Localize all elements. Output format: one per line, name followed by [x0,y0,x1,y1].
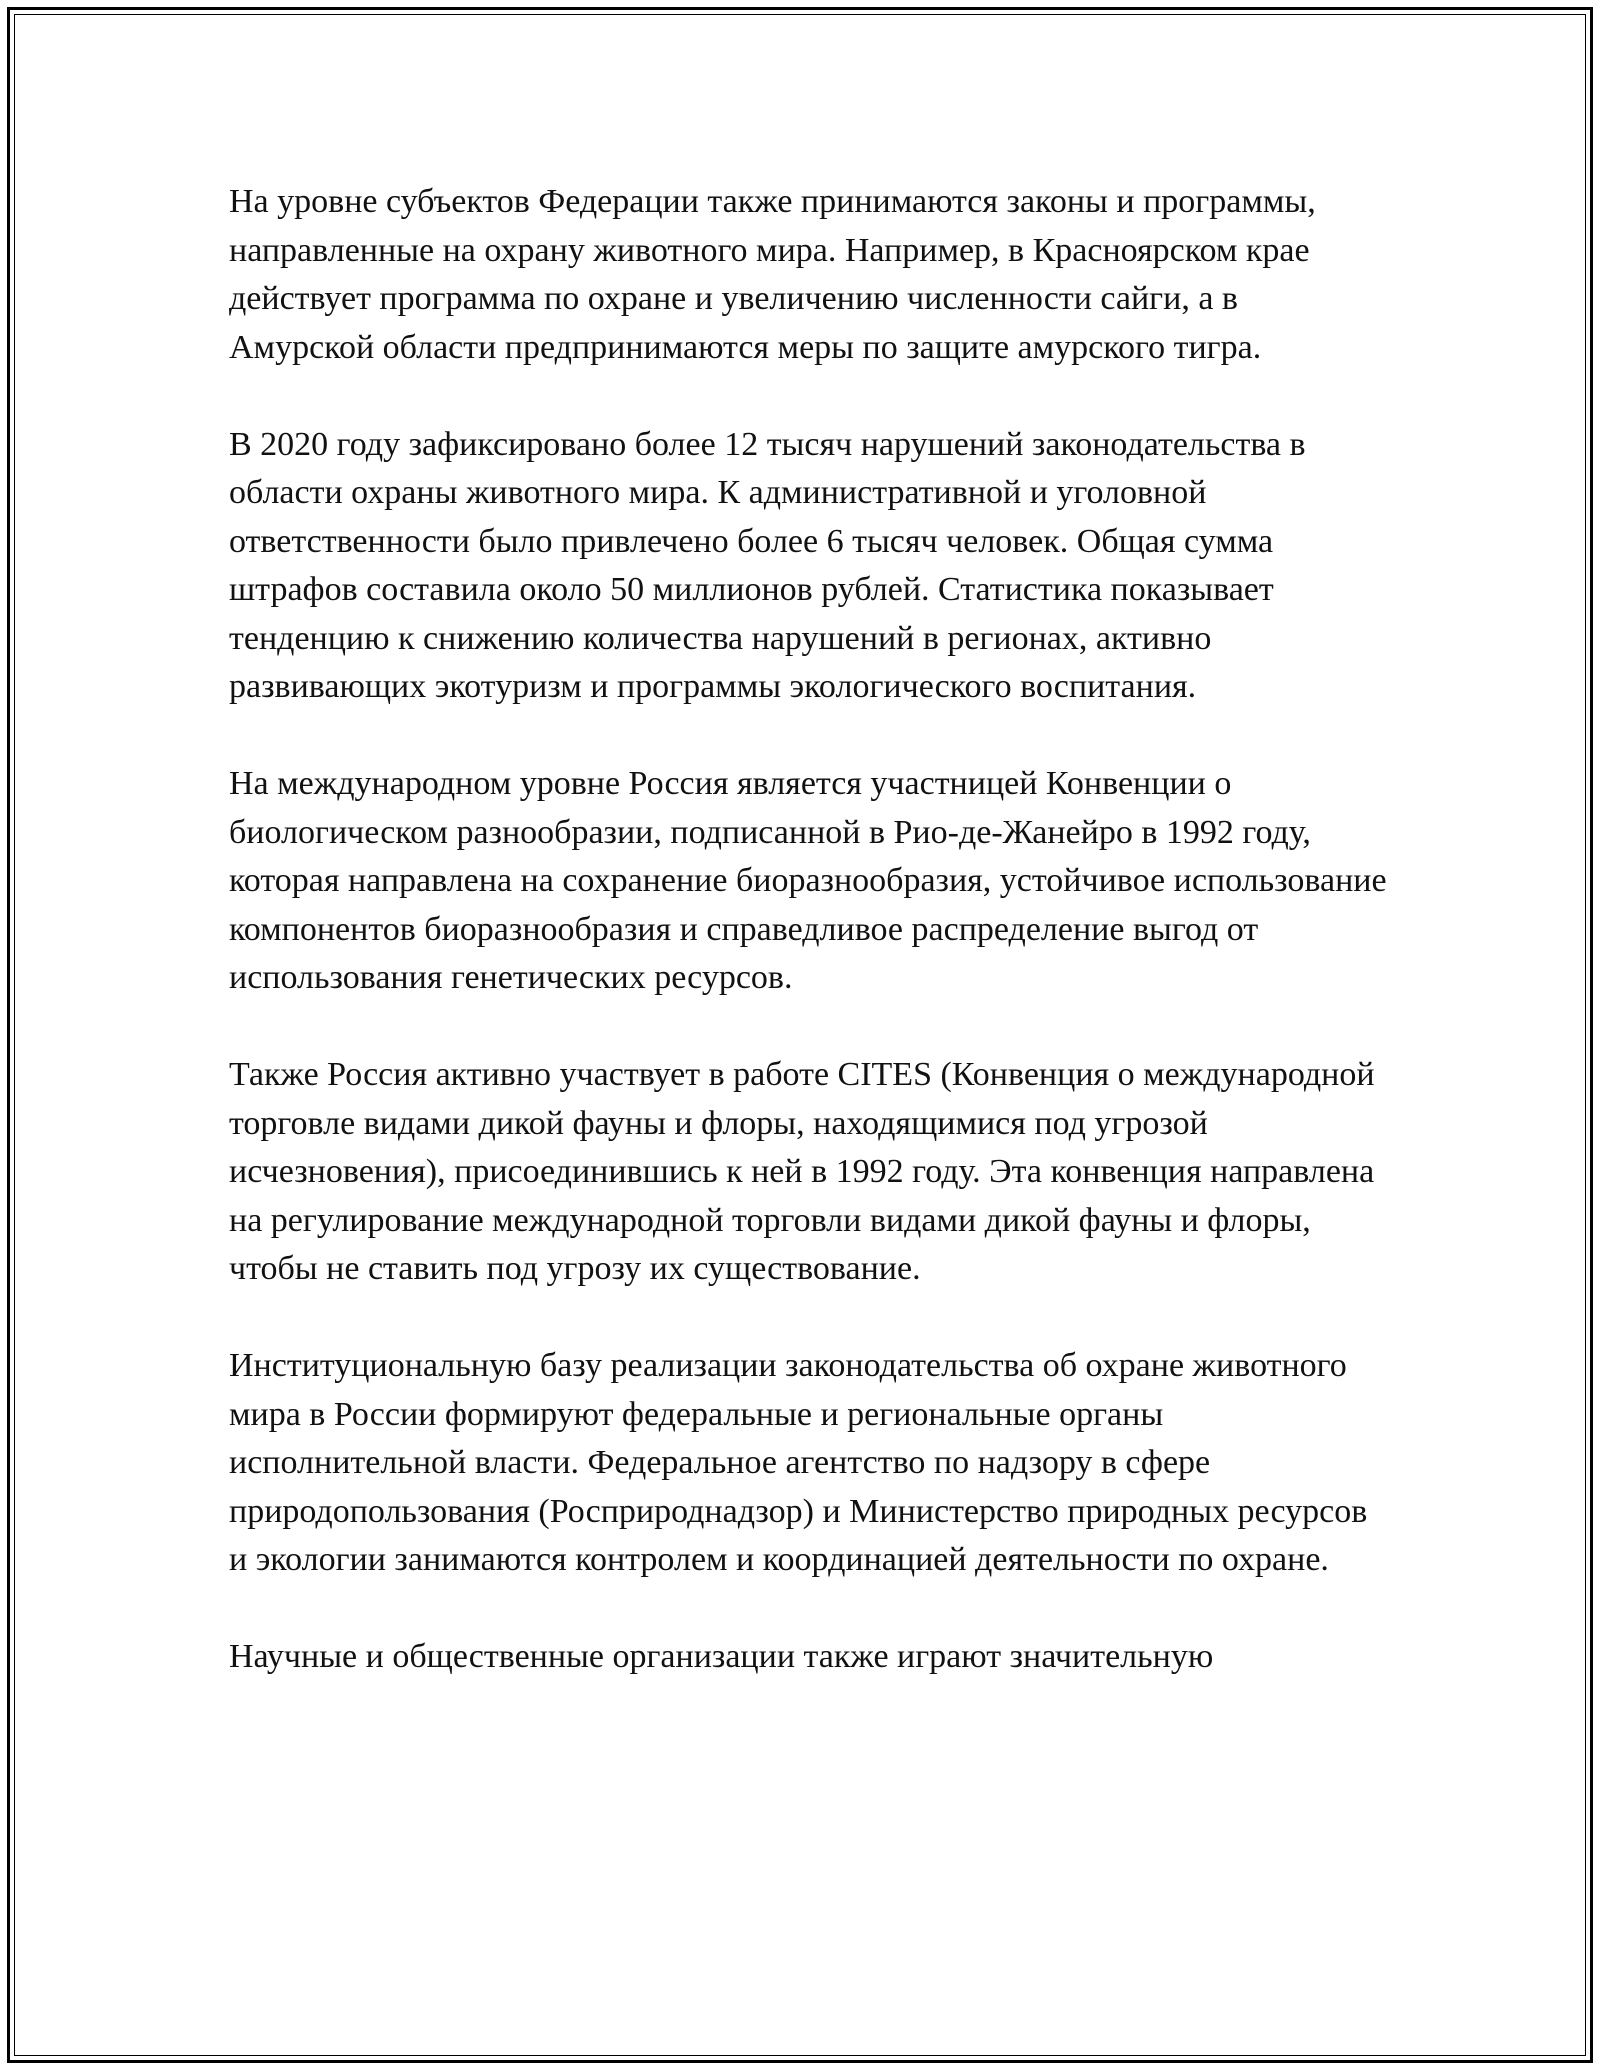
paragraph-regional-programs: На уровне субъектов Федерации также принимаются законы и программы, направленные на охрану животного мира. Например, в Красноярском крае действует программа по охране и увеличению численности сайги, а в Амурской области предпринимаются меры по защите амурского тигра. [229,183,1316,366]
paragraph-biodiversity-convention: На международном уровне Россия является участницей Конвенции о биологическом разнообразии, подписанной в Рио-де-Жанейро в 1992 году, которая направлена на сохранение биоразнообразия, устойчивое использование компонентов биоразнообразия и справедливое распределение выгод от использования генетических ресурсов. [229,765,1387,996]
document-body [229,178,1389,1730]
paragraph-institutional-base: Институциональную базу реализации законодательства об охране животного мира в России формируют федеральные и региональные органы исполнительной власти. Федеральное агентство по надзору в сфере природопользования (Росприроднадзор) и Министерство природных ресурсов и экологии занимаются контролем и координацией деятельности по охране. [229,1347,1368,1578]
paragraph-scientific-organizations: Научные и общественные организации также играют значительную [229,1638,1214,1675]
paragraph-cites: Также Россия активно участвует в работе CITES (Конвенция о международной торговле видами дикой фауны и флоры, находящимися под угрозой исчезновения), присоединившись к ней в 1992 году. Эта конвенция направлена на регулирование международной торговли видами дикой фауны и флоры, чтобы не ставить под угрозу их существование. [229,1056,1375,1287]
paragraph-violation-statistics: В 2020 году зафиксировано более 12 тысяч нарушений законодательства в области охраны животного мира. К административной и уголовной ответственности было привлечено более 6 тысяч человек. Общая сумма штрафов составила около 50 миллионов рублей. Статистика показывает тенденцию к снижению количества нарушений в регионах, активно развивающих экотуризм и программы экологического воспитания. [229,425,1306,705]
